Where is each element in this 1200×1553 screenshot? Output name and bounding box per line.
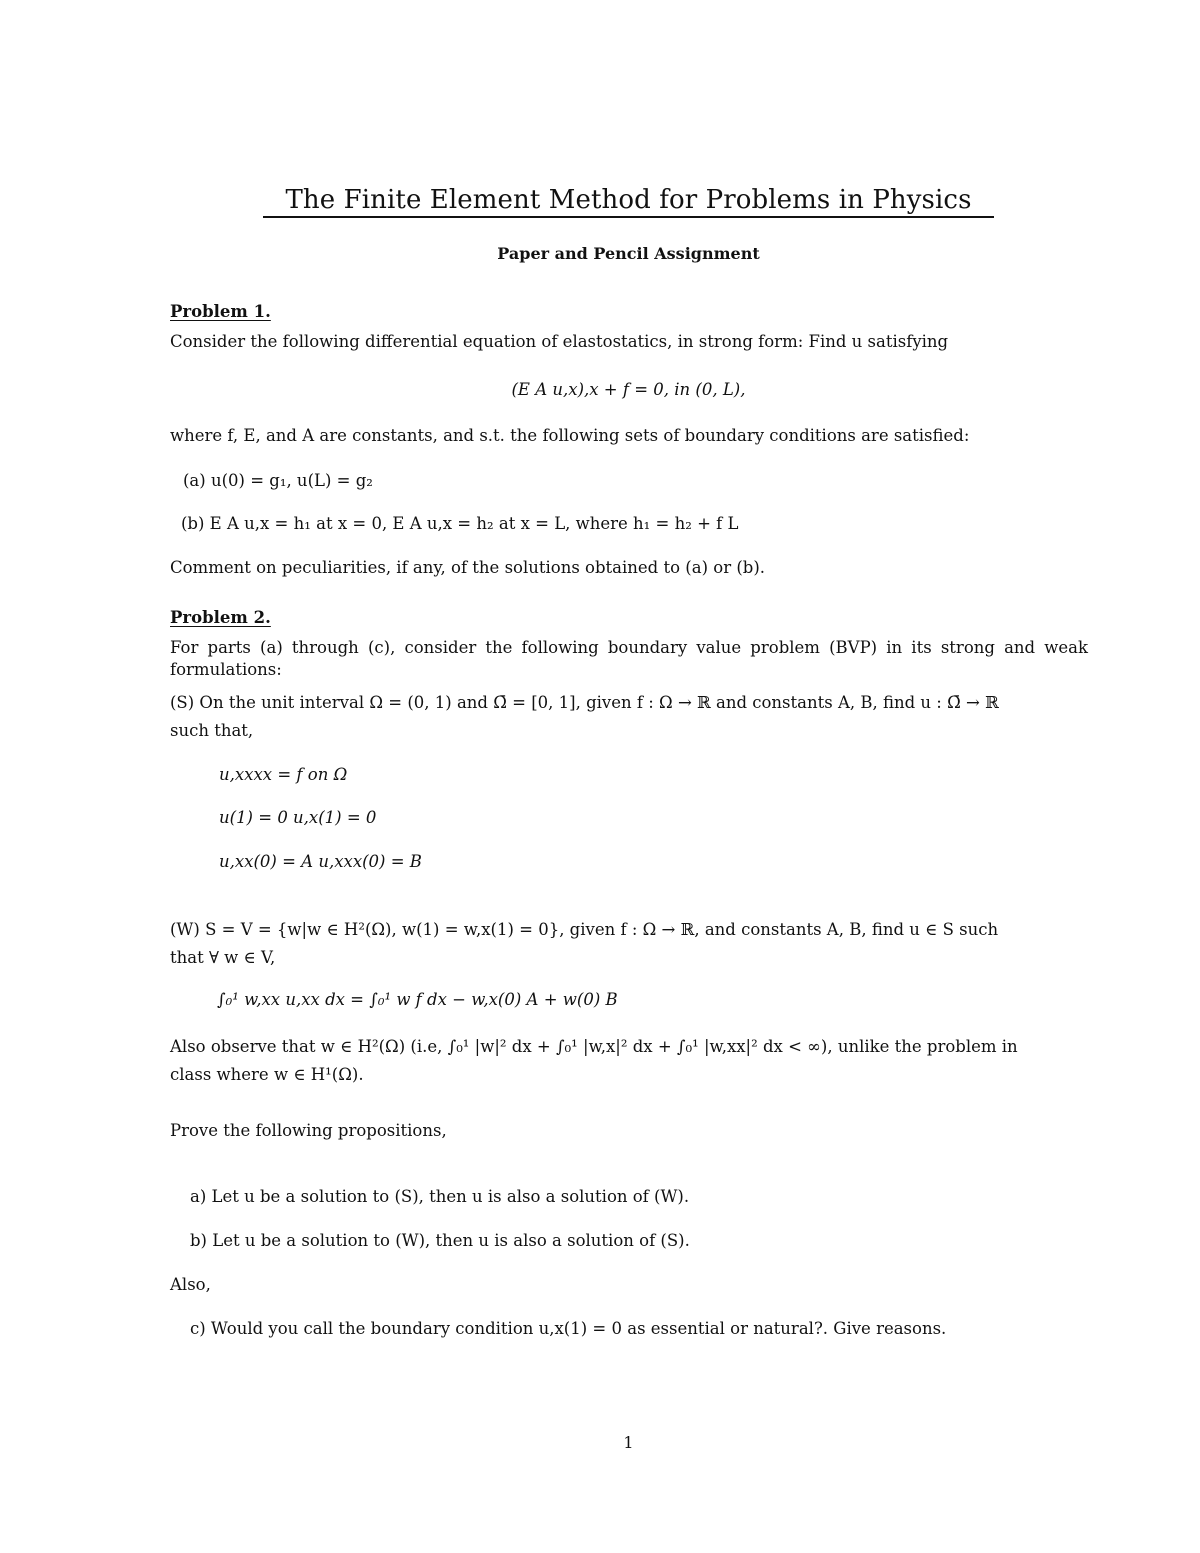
- page-number: 1: [623, 1433, 634, 1452]
- problem-1-case-b: (b) E A u,x = h₁ at x = 0, E A u,x = h₂ at x = L, where h₁ = h₂ + f L: [181, 514, 739, 533]
- proposition-b: b) Let u be a solution to (W), then u is also a solution of (S).: [190, 1231, 690, 1250]
- problem-2-intro: For parts (a) through (c), consider the following boundary value problem (BVP) in its strong and weak formulations:: [170, 638, 1088, 679]
- problem-1-heading: Problem 1.: [170, 302, 271, 321]
- problem-1-equation: (E A u,x),x + f = 0, in (0, L),: [511, 380, 746, 399]
- problem-2-heading: Problem 2.: [170, 608, 271, 627]
- prove-statement: Prove the following propositions,: [170, 1121, 447, 1140]
- problem-1-where: where f, E, and A are constants, and s.t. the following sets of boundary conditions are satisfied:: [170, 426, 970, 445]
- strong-equation-2: u(1) = 0 u,x(1) = 0: [219, 808, 377, 827]
- problem-1-intro: Consider the following differential equation of elastostatics, in strong form: Find u satisfying: [170, 332, 949, 351]
- question-c: c) Would you call the boundary condition u,x(1) = 0 as essential or natural?. Give reasons.: [190, 1319, 947, 1338]
- weak-form-line-2: that ∀ w ∈ V,: [170, 948, 276, 967]
- document-title: The Finite Element Method for Problems in Physics: [285, 185, 972, 215]
- weak-form-line-1: (W) S = V = {w|w ∈ H²(Ω), w(1) = w,x(1) = 0}, given f : Ω → ℝ, and constants A, B, find u ∈ S such: [170, 920, 999, 939]
- strong-form-line-1: (S) On the unit interval Ω = (0, 1) and Ω̄ = [0, 1], given f : Ω → ℝ and constants A, B, find u : Ω̄ → ℝ: [170, 693, 999, 712]
- observe-line-2: class where w ∈ H¹(Ω).: [170, 1065, 364, 1084]
- also-label: Also,: [170, 1275, 211, 1294]
- strong-equation-3: u,xx(0) = A u,xxx(0) = B: [219, 852, 422, 871]
- document-subtitle: Paper and Pencil Assignment: [497, 244, 760, 263]
- strong-form-line-2: such that,: [170, 721, 254, 740]
- strong-equation-1: u,xxxx = f on Ω: [219, 765, 348, 784]
- proposition-a: a) Let u be a solution to (S), then u is also a solution of (W).: [190, 1187, 690, 1206]
- observe-line-1: Also observe that w ∈ H²(Ω) (i.e, ∫₀¹ |w|² dx + ∫₀¹ |w,x|² dx + ∫₀¹ |w,xx|² dx < ∞), unlike the problem in: [170, 1037, 1018, 1056]
- problem-1-comment: Comment on peculiarities, if any, of the solutions obtained to (a) or (b).: [170, 558, 766, 577]
- weak-equation: ∫₀¹ w,xx u,xx dx = ∫₀¹ w f dx − w,x(0) A + w(0) B: [217, 990, 618, 1009]
- problem-1-case-a: (a) u(0) = g₁, u(L) = g₂: [183, 471, 373, 490]
- title-underline: [263, 216, 994, 218]
